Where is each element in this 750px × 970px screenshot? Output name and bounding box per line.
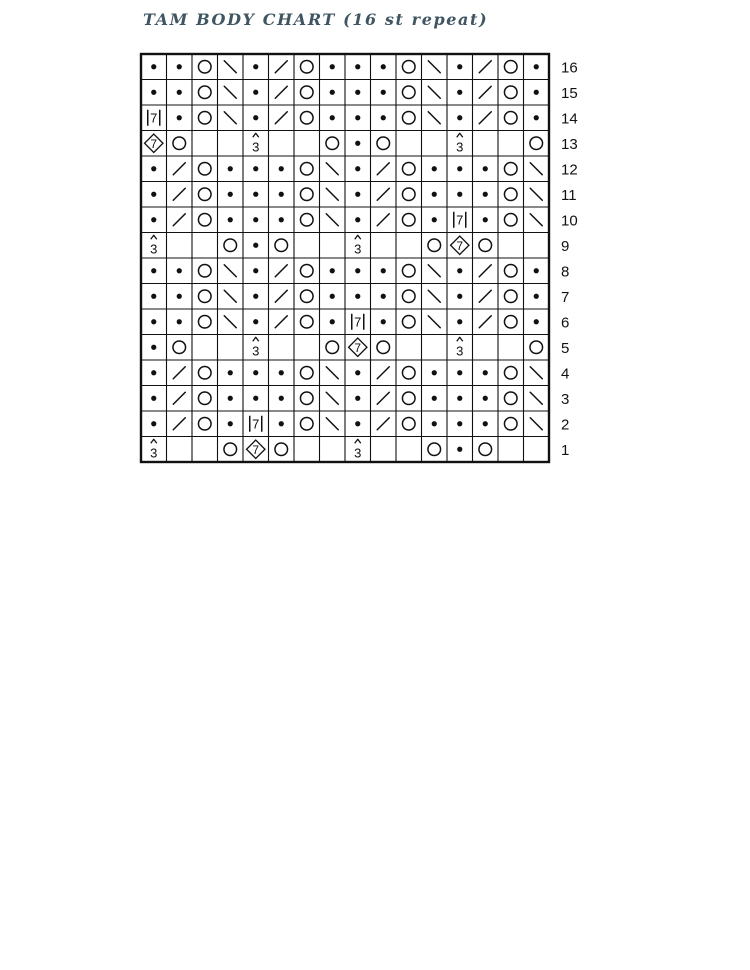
purl-dot-mark [253,64,258,69]
purl-dot-mark [228,370,233,375]
purl-dot-mark [381,90,386,95]
purl-dot-mark [355,192,360,197]
decrease-count-label: 3 [456,139,464,155]
purl-dot-mark [534,319,539,324]
boxed-count-label: 7 [252,416,260,432]
chart-cell-purl-dot [381,64,386,69]
purl-dot-mark [483,370,488,375]
chart-cell-purl-dot [253,115,258,120]
row-number-label: 13 [561,135,578,153]
purl-dot-mark [228,421,233,426]
purl-dot-mark [177,115,182,120]
boxed-count-label: 7 [354,314,362,330]
chart-cell-purl-dot [381,115,386,120]
chart-cell-purl-dot [177,268,182,273]
row-number-label: 11 [561,186,577,204]
purl-dot-mark [355,268,360,273]
purl-dot-mark [355,141,360,146]
chart-cell-purl-dot [457,64,462,69]
chart-cell-purl-dot [228,396,233,401]
purl-dot-mark [457,396,462,401]
chart-cell-purl-dot [330,268,335,273]
chart-cell-purl-dot [457,319,462,324]
chart-cell-purl-dot [177,64,182,69]
row-number-label: 10 [561,212,578,230]
chart-cell-purl-dot [483,166,488,171]
chart-cell-purl-dot [381,268,386,273]
chart-cell-purl-dot [483,192,488,197]
purl-dot-mark [253,243,258,248]
chart-cell-purl-dot [330,115,335,120]
row-number-label: 14 [561,110,578,128]
purl-dot-mark [381,64,386,69]
chart-cell-purl-dot [457,421,462,426]
chart-cell-purl-dot [151,345,156,350]
chart-cell-purl-dot [457,166,462,171]
purl-dot-mark [279,166,284,171]
chart-cell-purl-dot [355,90,360,95]
purl-dot-mark [457,166,462,171]
purl-dot-mark [151,217,156,222]
chart-cell-purl-dot [483,421,488,426]
chart-cell-purl-dot [432,192,437,197]
decrease-count-label: 3 [354,241,362,257]
decrease-count-label: 3 [354,445,362,461]
purl-dot-mark [228,217,233,222]
chart-cell-purl-dot [177,90,182,95]
purl-dot-mark [253,166,258,171]
chart-cell-purl-dot [279,192,284,197]
chart-cell-purl-dot [355,421,360,426]
row-number-label: 15 [561,84,578,102]
purl-dot-mark [355,294,360,299]
purl-dot-mark [330,90,335,95]
chart-cell-purl-dot [253,166,258,171]
chart-cell-purl-dot [151,370,156,375]
chart-cell-purl-dot [483,370,488,375]
chart-cell-purl-dot [177,115,182,120]
chart-cell-purl-dot [355,64,360,69]
chart-cell-purl-dot [355,294,360,299]
decrease-count-label: 3 [150,241,158,257]
purl-dot-mark [228,192,233,197]
chart-cell-purl-dot [151,166,156,171]
purl-dot-mark [457,370,462,375]
chart-cell-purl-dot [355,268,360,273]
chart-cell-purl-dot [151,396,156,401]
purl-dot-mark [330,268,335,273]
purl-dot-mark [483,421,488,426]
purl-dot-mark [432,217,437,222]
chart-cell-purl-dot [253,294,258,299]
chart-cell-purl-dot [381,90,386,95]
chart-cell-purl-dot [457,294,462,299]
chart-cell-purl-dot [151,294,156,299]
chart-cell-purl-dot [534,319,539,324]
purl-dot-mark [355,421,360,426]
row-number-label: 12 [561,161,578,179]
decrease-count-label: 3 [252,343,260,359]
purl-dot-mark [381,115,386,120]
chart-cell-purl-dot [253,192,258,197]
chart-cell-purl-dot [279,370,284,375]
purl-dot-mark [457,90,462,95]
chart-cell-purl-dot [279,421,284,426]
chart-cell-purl-dot [151,192,156,197]
chart-cell-purl-dot [279,166,284,171]
chart-cell-purl-dot [355,115,360,120]
chart-cell-purl-dot [381,319,386,324]
purl-dot-mark [279,370,284,375]
diamond-count-label: 7 [456,238,464,253]
decrease-count-label: 3 [150,445,158,461]
purl-dot-mark [534,64,539,69]
purl-dot-mark [151,345,156,350]
chart-cell-purl-dot [253,370,258,375]
purl-dot-mark [432,192,437,197]
chart-cell-purl-dot [228,421,233,426]
chart-cell-purl-dot [177,319,182,324]
chart-cell-purl-dot [330,90,335,95]
purl-dot-mark [253,396,258,401]
purl-dot-mark [432,421,437,426]
chart-cell-purl-dot [151,90,156,95]
chart-cell-purl-dot [151,319,156,324]
purl-dot-mark [228,166,233,171]
chart-cell-purl-dot [355,396,360,401]
diamond-count-label: 7 [354,340,362,355]
chart-cell-purl-dot [457,447,462,452]
chart-cell-purl-dot [177,294,182,299]
purl-dot-mark [534,90,539,95]
purl-dot-mark [330,294,335,299]
chart-cell-purl-dot [534,90,539,95]
boxed-count-label: 7 [150,110,158,126]
purl-dot-mark [151,294,156,299]
purl-dot-mark [279,421,284,426]
chart-cell-purl-dot [228,192,233,197]
chart-cell-purl-dot [253,243,258,248]
chart-cell-purl-dot [483,217,488,222]
chart-cell-purl-dot [457,396,462,401]
purl-dot-mark [381,294,386,299]
chart-cell-purl-dot [534,268,539,273]
purl-dot-mark [355,396,360,401]
purl-dot-mark [253,319,258,324]
purl-dot-mark [151,166,156,171]
purl-dot-mark [457,192,462,197]
row-number-label: 7 [561,288,570,306]
chart-cell-purl-dot [330,64,335,69]
chart-cell-purl-dot [355,217,360,222]
purl-dot-mark [151,90,156,95]
chart-cell-purl-dot [253,90,258,95]
purl-dot-mark [355,166,360,171]
purl-dot-mark [228,396,233,401]
row-number-label: 4 [561,365,570,383]
purl-dot-mark [483,192,488,197]
purl-dot-mark [177,294,182,299]
decrease-count-label: 3 [252,139,260,155]
purl-dot-mark [355,217,360,222]
row-number-label: 9 [561,237,570,255]
chart-cell-purl-dot [432,396,437,401]
row-number-label: 16 [561,59,578,77]
chart-title: TAM BODY CHART (16 st repeat) [143,10,489,29]
decrease-count-label: 3 [456,343,464,359]
purl-dot-mark [279,192,284,197]
purl-dot-mark [253,192,258,197]
chart-cell-purl-dot [151,64,156,69]
purl-dot-mark [483,396,488,401]
chart-cell-purl-dot [432,166,437,171]
chart-cell-purl-dot [151,268,156,273]
chart-cell-purl-dot [534,115,539,120]
purl-dot-mark [151,396,156,401]
chart-cell-purl-dot [432,217,437,222]
chart-cell-purl-dot [355,141,360,146]
purl-dot-mark [355,90,360,95]
chart-cell-purl-dot [457,268,462,273]
chart-cell-purl-dot [330,294,335,299]
purl-dot-mark [534,115,539,120]
chart-cell-purl-dot [457,370,462,375]
chart-cell-purl-dot [253,268,258,273]
purl-dot-mark [381,268,386,273]
purl-dot-mark [151,64,156,69]
chart-cell-purl-dot [483,396,488,401]
purl-dot-mark [151,421,156,426]
purl-dot-mark [253,217,258,222]
chart-cell-purl-dot [457,115,462,120]
purl-dot-mark [457,268,462,273]
chart-cell-purl-dot [457,192,462,197]
chart-cell-purl-dot [228,166,233,171]
chart-cell-purl-dot [228,217,233,222]
purl-dot-mark [253,370,258,375]
purl-dot-mark [457,294,462,299]
purl-dot-mark [253,294,258,299]
purl-dot-mark [330,319,335,324]
chart-cell-purl-dot [253,217,258,222]
row-number-label: 2 [561,416,570,434]
chart-cell-purl-dot [355,370,360,375]
purl-dot-mark [177,64,182,69]
purl-dot-mark [177,268,182,273]
chart-cell-purl-dot [151,217,156,222]
chart-cell-purl-dot [330,319,335,324]
chart-cell-purl-dot [228,370,233,375]
diamond-count-label: 7 [252,442,260,457]
purl-dot-mark [534,268,539,273]
chart-cell-purl-dot [381,294,386,299]
row-number-label: 1 [561,441,570,459]
chart-cell-purl-dot [432,370,437,375]
purl-dot-mark [355,115,360,120]
row-number-label: 6 [561,314,570,332]
purl-dot-mark [483,217,488,222]
purl-dot-mark [151,192,156,197]
boxed-count-label: 7 [456,212,464,228]
purl-dot-mark [151,268,156,273]
purl-dot-mark [457,319,462,324]
chart-cell-purl-dot [534,64,539,69]
chart-cell-purl-dot [151,421,156,426]
purl-dot-mark [253,268,258,273]
chart-cell-purl-dot [253,396,258,401]
purl-dot-mark [355,64,360,69]
chart-cell-purl-dot [279,217,284,222]
purl-dot-mark [279,217,284,222]
chart-cell-purl-dot [279,396,284,401]
chart-cell-purl-dot [432,421,437,426]
chart-cell-purl-dot [534,294,539,299]
row-number-label: 8 [561,263,570,281]
purl-dot-mark [483,166,488,171]
row-number-label: 3 [561,390,570,408]
purl-dot-mark [432,166,437,171]
purl-dot-mark [457,421,462,426]
purl-dot-mark [534,294,539,299]
purl-dot-mark [432,370,437,375]
purl-dot-mark [253,115,258,120]
diamond-count-label: 7 [150,136,158,151]
purl-dot-mark [177,319,182,324]
chart-cell-purl-dot [457,90,462,95]
purl-dot-mark [457,64,462,69]
purl-dot-mark [355,370,360,375]
purl-dot-mark [151,370,156,375]
purl-dot-mark [432,396,437,401]
purl-dot-mark [457,447,462,452]
purl-dot-mark [279,396,284,401]
purl-dot-mark [253,90,258,95]
chart-cell-purl-dot [253,319,258,324]
chart-cell-purl-dot [355,166,360,171]
purl-dot-mark [381,319,386,324]
chart-cell-purl-dot [253,64,258,69]
purl-dot-mark [177,90,182,95]
purl-dot-mark [151,319,156,324]
purl-dot-mark [457,115,462,120]
purl-dot-mark [330,64,335,69]
purl-dot-mark [330,115,335,120]
chart-cell-purl-dot [355,192,360,197]
row-number-label: 5 [561,339,570,357]
